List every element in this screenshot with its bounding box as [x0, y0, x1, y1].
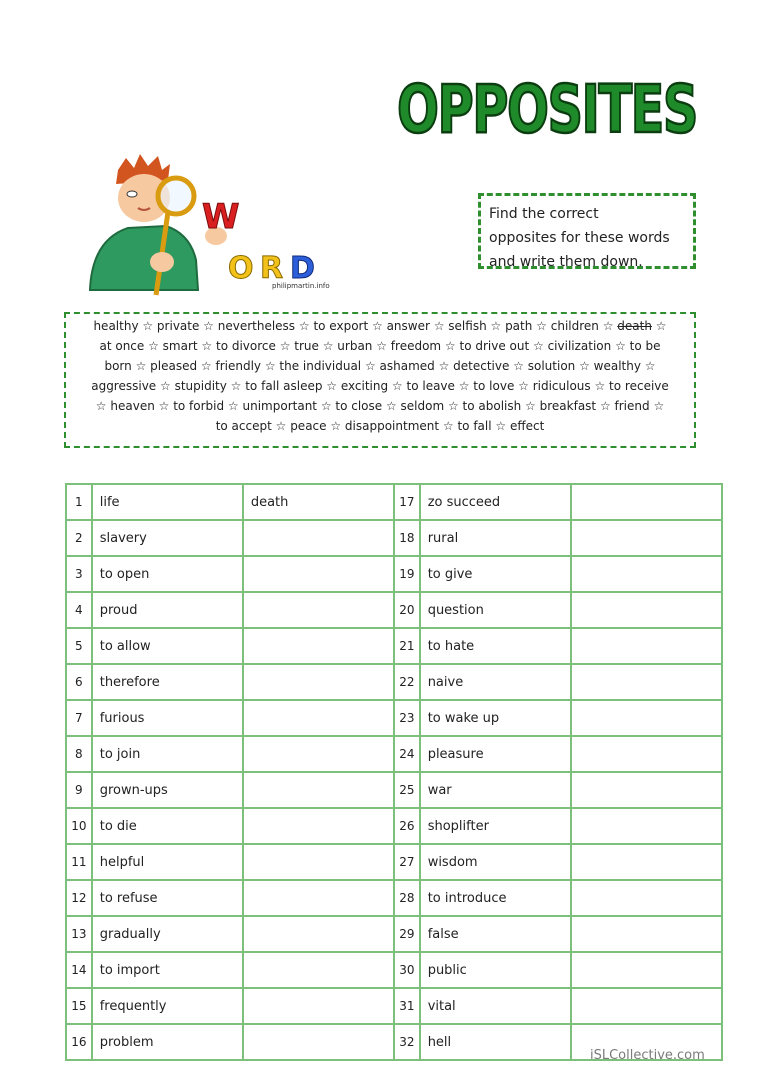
- table-row: [66, 736, 722, 772]
- row-number: 8: [66, 736, 92, 772]
- row-number: 14: [66, 952, 92, 988]
- row-number: 31: [394, 988, 420, 1024]
- row-number: 27: [394, 844, 420, 880]
- answer-cell[interactable]: [571, 628, 722, 664]
- word-cell: to allow: [92, 628, 243, 664]
- row-number: 23: [394, 700, 420, 736]
- word-cell: vital: [420, 988, 571, 1024]
- row-number: 10: [66, 808, 92, 844]
- table-row: [66, 556, 722, 592]
- instruction-line: Find the correct: [489, 206, 599, 222]
- word-cell: naive: [420, 664, 571, 700]
- answer-cell[interactable]: [243, 952, 394, 988]
- table-row: [66, 844, 722, 880]
- word-cell: public: [420, 952, 571, 988]
- word-bank-line: to accept ☆ peace ☆ disappointment ☆ to fall ☆ effect: [215, 419, 545, 433]
- answer-cell[interactable]: [571, 520, 722, 556]
- word-cell: to open: [92, 556, 243, 592]
- word-bank-text: ☆: [651, 319, 667, 333]
- word-cell: zo succeed: [420, 484, 571, 520]
- answer-cell[interactable]: [571, 484, 722, 520]
- word-bank-line: [74, 316, 686, 336]
- answer-cell[interactable]: [243, 700, 394, 736]
- answer-cell[interactable]: death: [243, 484, 394, 520]
- letter-o: O: [228, 251, 254, 286]
- table-row: [66, 664, 722, 700]
- word-cell: to wake up: [420, 700, 571, 736]
- row-number: 13: [66, 916, 92, 952]
- table-row: [66, 484, 722, 520]
- row-number: 28: [394, 880, 420, 916]
- word-cell: to introduce: [420, 880, 571, 916]
- answer-cell[interactable]: [243, 556, 394, 592]
- word-bank-line: ☆ heaven ☆ to forbid ☆ unimportant ☆ to close ☆ seldom ☆ to abolish ☆ breakfast ☆ friend ☆: [95, 399, 665, 413]
- row-number: 29: [394, 916, 420, 952]
- opposites-table-wrapper: [65, 483, 723, 1050]
- row-number: 22: [394, 664, 420, 700]
- word-cell: to give: [420, 556, 571, 592]
- letter-d: D: [290, 251, 315, 286]
- word-cell: pleasure: [420, 736, 571, 772]
- struck-word: death: [617, 319, 652, 333]
- row-number: 4: [66, 592, 92, 628]
- word-cell: problem: [92, 1024, 243, 1060]
- answer-cell[interactable]: [243, 592, 394, 628]
- row-number: 11: [66, 844, 92, 880]
- title-label: OPPOSITES: [397, 71, 697, 148]
- word-cell: life: [92, 484, 243, 520]
- row-number: 18: [394, 520, 420, 556]
- word-cell: war: [420, 772, 571, 808]
- word-cell: to refuse: [92, 880, 243, 916]
- answer-cell[interactable]: [571, 700, 722, 736]
- row-number: 32: [394, 1024, 420, 1060]
- row-number: 16: [66, 1024, 92, 1060]
- word-bank-text: healthy ☆ private ☆ nevertheless ☆ to export ☆ answer ☆ selfish ☆ path ☆ children ☆: [93, 319, 618, 333]
- row-number: 19: [394, 556, 420, 592]
- answer-cell[interactable]: [571, 988, 722, 1024]
- word-cell: grown-ups: [92, 772, 243, 808]
- table-row: [66, 988, 722, 1024]
- answer-cell[interactable]: [571, 736, 722, 772]
- table-row: [66, 808, 722, 844]
- row-number: 5: [66, 628, 92, 664]
- answer-cell[interactable]: [571, 556, 722, 592]
- row-number: 12: [66, 880, 92, 916]
- row-number: 6: [66, 664, 92, 700]
- answer-cell[interactable]: [243, 844, 394, 880]
- table-row: [66, 628, 722, 664]
- word-cell: to hate: [420, 628, 571, 664]
- opposites-table: [65, 483, 723, 1061]
- word-bank-line: at once ☆ smart ☆ to divorce ☆ true ☆ urban ☆ freedom ☆ to drive out ☆ civilization ☆ to be: [99, 339, 661, 353]
- table-row: [66, 772, 722, 808]
- table-row: [66, 952, 722, 988]
- row-number: 17: [394, 484, 420, 520]
- instruction-line: opposites for these words: [489, 230, 670, 246]
- table-row: [66, 916, 722, 952]
- word-cell: wisdom: [420, 844, 571, 880]
- answer-cell[interactable]: [243, 880, 394, 916]
- word-cell: shoplifter: [420, 808, 571, 844]
- word-bank-line: aggressive ☆ stupidity ☆ to fall asleep ☆ exciting ☆ to leave ☆ to love ☆ ridiculous ☆ to receive: [91, 379, 669, 393]
- word-cell: rural: [420, 520, 571, 556]
- answer-cell[interactable]: [243, 664, 394, 700]
- answer-cell[interactable]: [571, 844, 722, 880]
- boy-with-magnifying-glass-illustration: [78, 150, 348, 300]
- letter-r: R: [260, 251, 284, 286]
- table-row: [66, 592, 722, 628]
- answer-cell[interactable]: [243, 736, 394, 772]
- title-text-graphic: [392, 70, 702, 148]
- row-number: 3: [66, 556, 92, 592]
- word-bank-box: [64, 312, 696, 448]
- row-number: 25: [394, 772, 420, 808]
- row-number: 21: [394, 628, 420, 664]
- row-number: 30: [394, 952, 420, 988]
- worksheet-title: [392, 70, 702, 148]
- word-cell: proud: [92, 592, 243, 628]
- answer-cell[interactable]: [243, 772, 394, 808]
- watermark: iSLCollective.com: [590, 1048, 705, 1063]
- row-number: 2: [66, 520, 92, 556]
- answer-cell[interactable]: [571, 592, 722, 628]
- word-cell: helpful: [92, 844, 243, 880]
- word-cell: to die: [92, 808, 243, 844]
- word-cell: false: [420, 916, 571, 952]
- word-cell: question: [420, 592, 571, 628]
- word-cell: frequently: [92, 988, 243, 1024]
- row-number: 20: [394, 592, 420, 628]
- row-number: 7: [66, 700, 92, 736]
- answer-cell[interactable]: [243, 808, 394, 844]
- word-bank-line: born ☆ pleased ☆ friendly ☆ the individual ☆ ashamed ☆ detective ☆ solution ☆ wealthy ☆: [104, 359, 656, 373]
- word-cell: gradually: [92, 916, 243, 952]
- answer-cell[interactable]: [571, 880, 722, 916]
- letter-w: W: [202, 197, 240, 237]
- illustration-credit: philipmartin.info: [272, 282, 330, 290]
- word-cell: furious: [92, 700, 243, 736]
- answer-cell[interactable]: [243, 520, 394, 556]
- word-cell: to join: [92, 736, 243, 772]
- answer-cell[interactable]: [243, 1024, 394, 1060]
- answer-cell[interactable]: [571, 772, 722, 808]
- answer-cell[interactable]: [243, 988, 394, 1024]
- answer-cell[interactable]: [571, 952, 722, 988]
- instruction-line: and write them down.: [489, 254, 643, 270]
- instructions-box: [478, 193, 696, 269]
- row-number: 1: [66, 484, 92, 520]
- answer-cell[interactable]: [243, 628, 394, 664]
- row-number: 26: [394, 808, 420, 844]
- table-row: [66, 700, 722, 736]
- answer-cell[interactable]: [571, 808, 722, 844]
- word-cell: slavery: [92, 520, 243, 556]
- table-row: [66, 520, 722, 556]
- table-row: [66, 880, 722, 916]
- word-cell: hell: [420, 1024, 571, 1060]
- row-number: 9: [66, 772, 92, 808]
- answer-cell[interactable]: [243, 916, 394, 952]
- row-number: 24: [394, 736, 420, 772]
- word-cell: therefore: [92, 664, 243, 700]
- answer-cell[interactable]: [571, 916, 722, 952]
- row-number: 15: [66, 988, 92, 1024]
- word-cell: to import: [92, 952, 243, 988]
- answer-cell[interactable]: [571, 664, 722, 700]
